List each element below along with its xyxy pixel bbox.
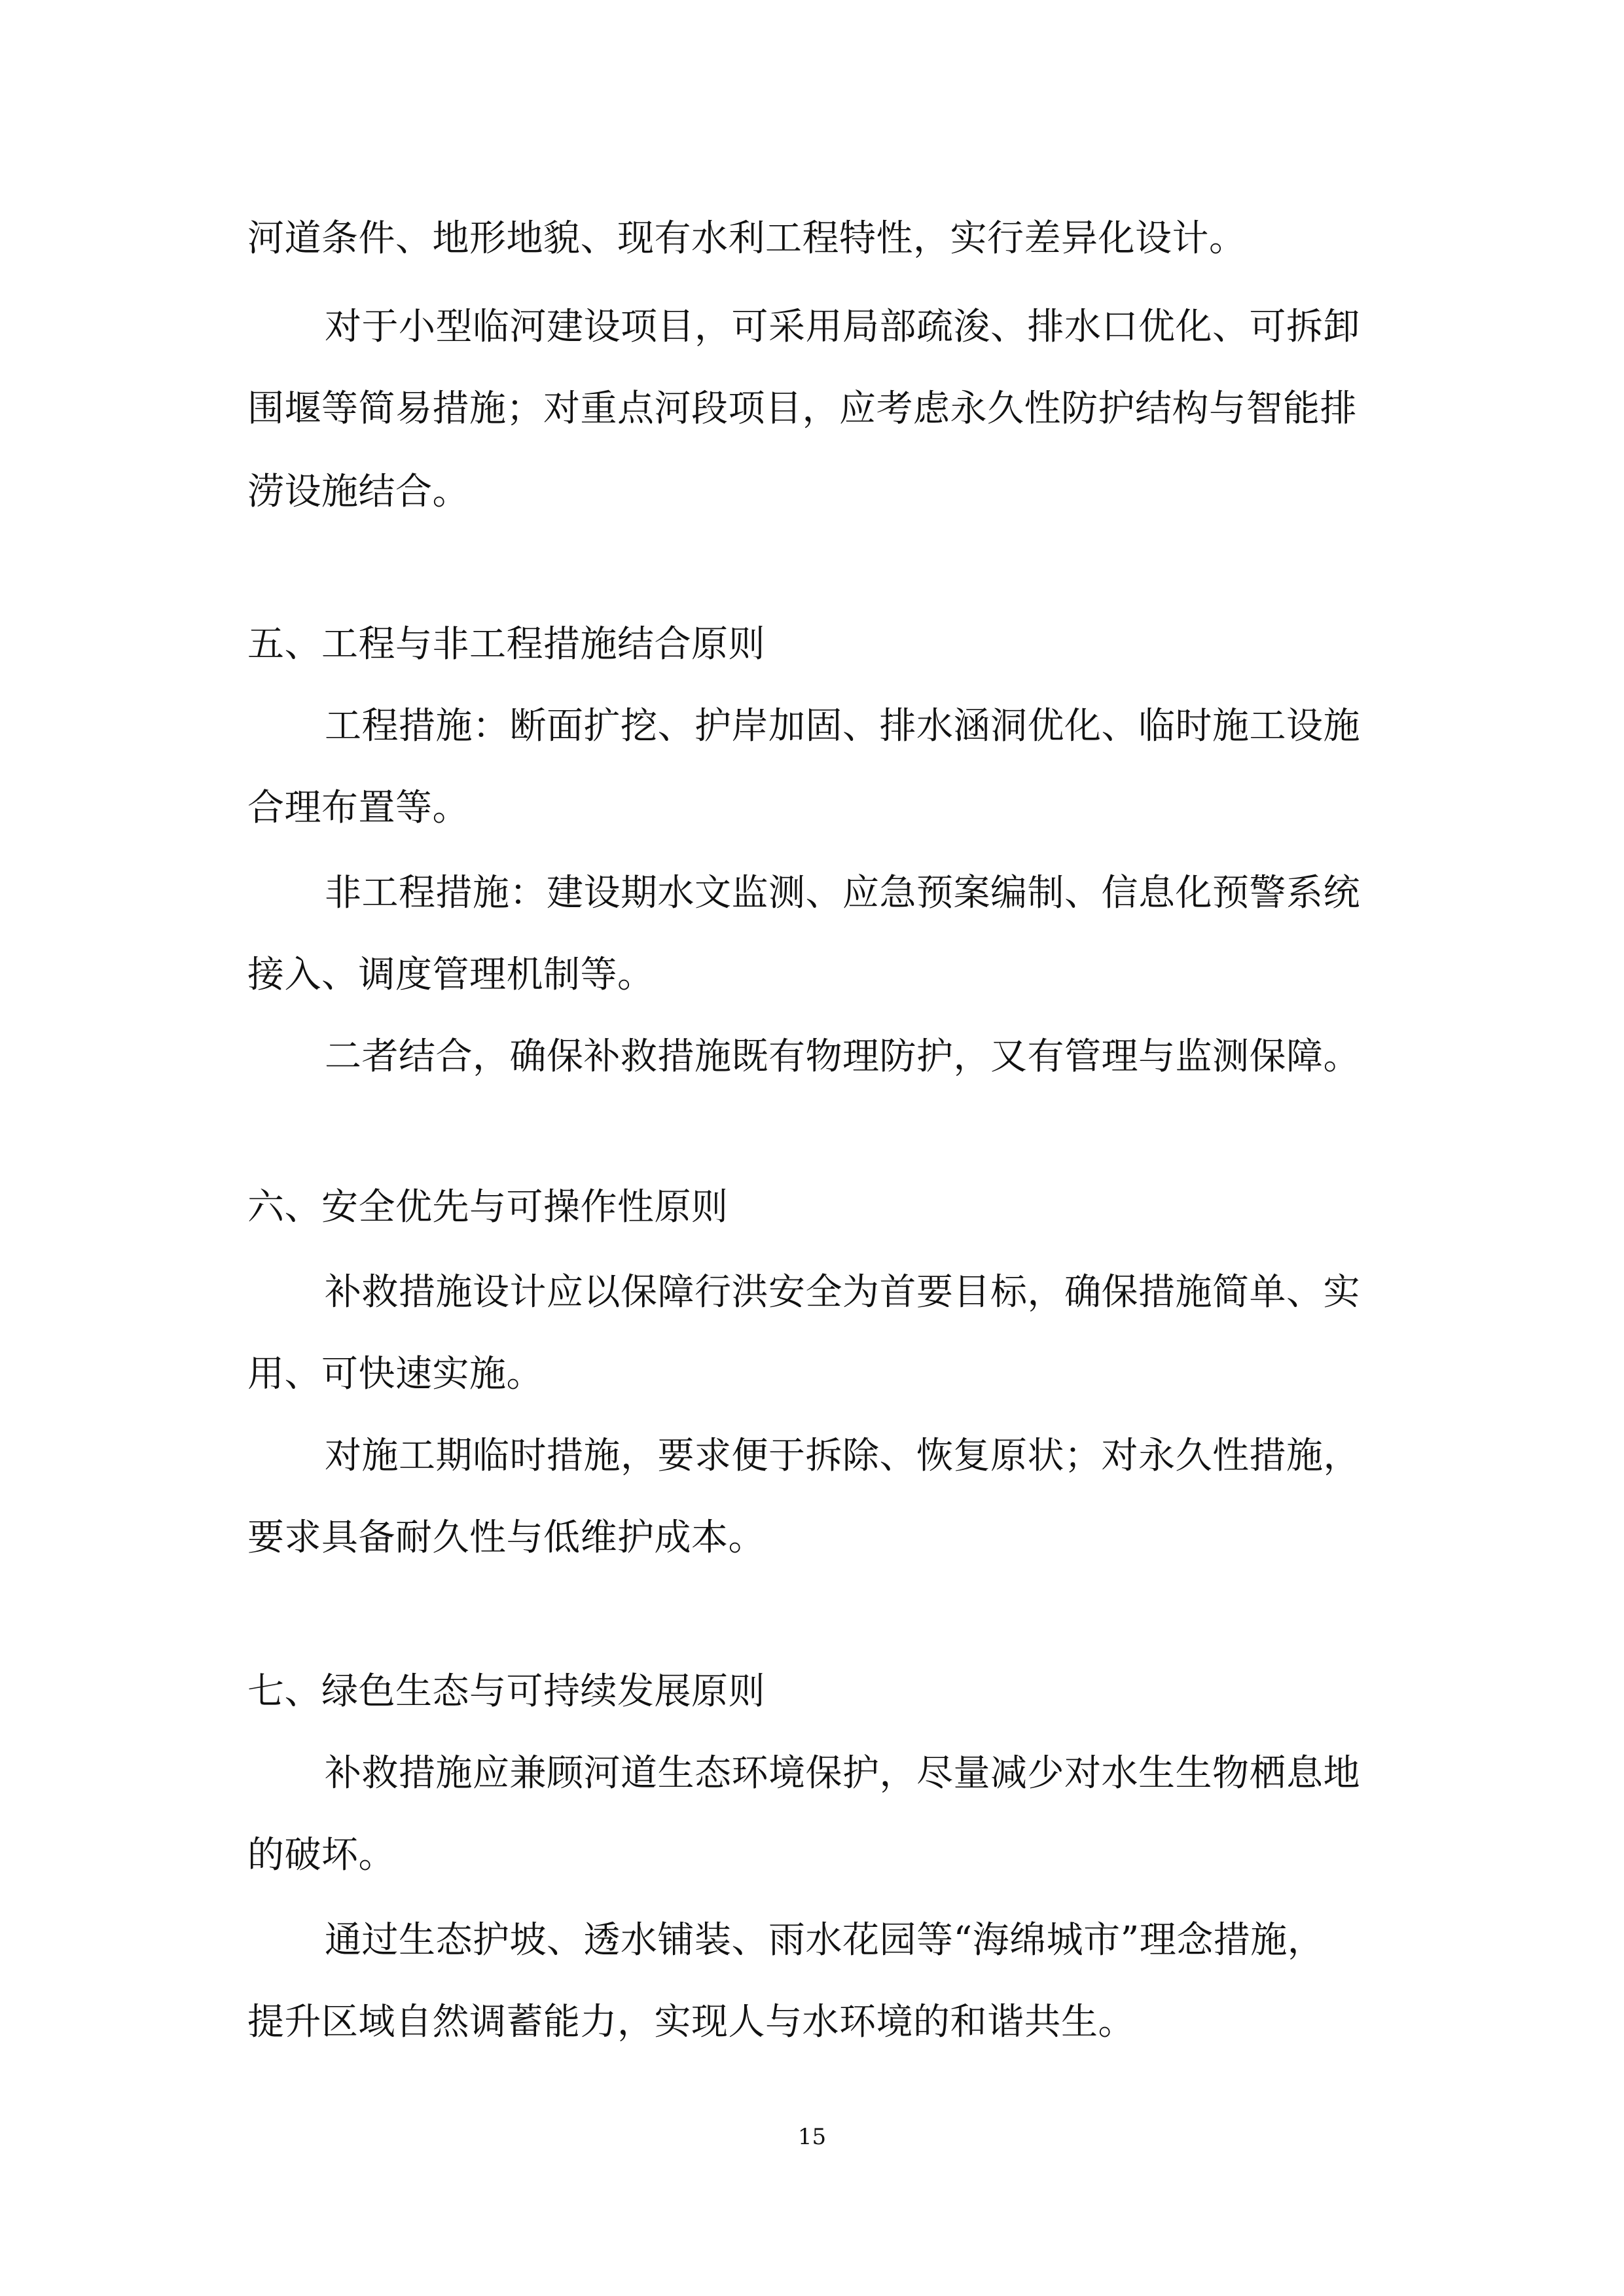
- section-5-combined-line-1: 二者结合，确保补救措施既有物理防护，又有管理与监测保障。: [325, 1035, 1360, 1078]
- section-5-non-engineering-line-1: 非工程措施：建设期水文监测、应急预案编制、信息化预警系统: [325, 872, 1360, 914]
- section-6-para-1-line-2: 用、可快速实施。: [247, 1353, 543, 1395]
- section-6-para-1-line-1: 补救措施设计应以保障行洪安全为首要目标，确保措施简单、实: [325, 1271, 1360, 1314]
- section-7-para-1-line-1: 补救措施应兼顾河道生态环境保护，尽量减少对水生生物栖息地: [325, 1752, 1360, 1795]
- section-6-para-2-line-2: 要求具备耐久性与低维护成本。: [247, 1516, 765, 1559]
- section-5-heading: 五、工程与非工程措施结合原则: [247, 623, 765, 666]
- section-7-heading: 七、绿色生态与可持续发展原则: [247, 1670, 765, 1713]
- section-7-para-1-line-2: 的破坏。: [247, 1834, 395, 1876]
- section-5-non-engineering-line-2: 接入、调度管理机制等。: [247, 954, 655, 996]
- page-number: 15: [797, 2124, 827, 2150]
- paragraph-small-projects-line-1: 对于小型临河建设项目，可采用局部疏浚、排水口优化、可拆卸: [325, 306, 1360, 348]
- section-7-para-2-line-1: 通过生态护坡、透水铺装、雨水花园等“海绵城市”理念措施，: [325, 1919, 1325, 1962]
- paragraph-small-projects-line-2: 围堰等简易措施；对重点河段项目，应考虑永久性防护结构与智能排: [247, 387, 1357, 430]
- paragraph-continuation-line: 河道条件、地形地貌、现有水利工程特性，实行差异化设计。: [247, 217, 1246, 260]
- section-7-para-2-line-2: 提升区域自然调蓄能力，实现人与水环境的和谐共生。: [247, 2001, 1135, 2043]
- section-6-heading: 六、安全优先与可操作性原则: [247, 1186, 729, 1229]
- section-6-para-2-line-1: 对施工期临时措施，要求便于拆除、恢复原状；对永久性措施，: [325, 1435, 1360, 1477]
- paragraph-small-projects-line-3: 涝设施结合。: [247, 471, 469, 513]
- section-5-engineering-line-1: 工程措施：断面扩挖、护岸加固、排水涵洞优化、临时施工设施: [325, 705, 1360, 747]
- section-5-engineering-line-2: 合理布置等。: [247, 787, 469, 829]
